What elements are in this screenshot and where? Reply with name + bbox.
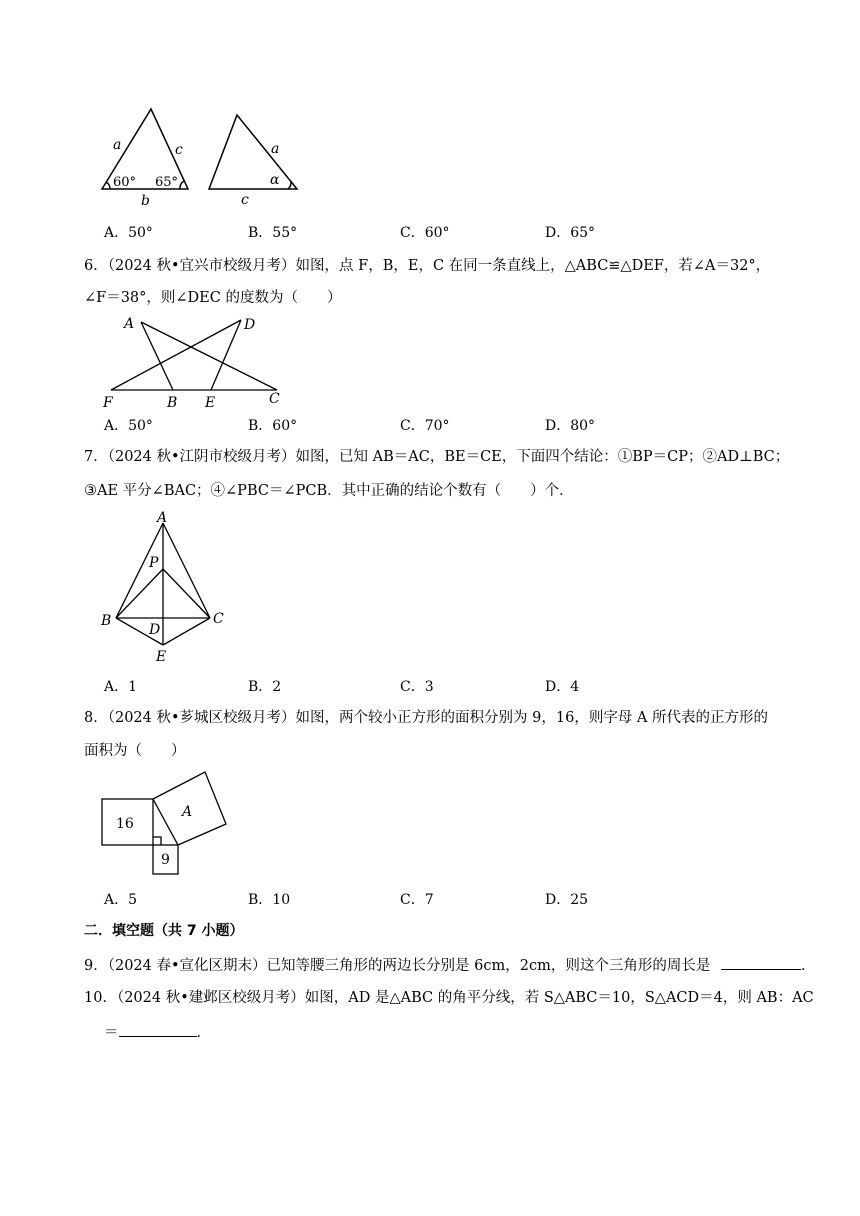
- q8-stem-line2: 面积为（ ）: [84, 743, 186, 759]
- q6-label-F: F: [103, 395, 113, 411]
- q7-label-D: D: [149, 622, 161, 638]
- q8-figure: [95, 765, 235, 880]
- q8-option-c[interactable]: C．7: [400, 892, 434, 908]
- q6-option-c[interactable]: C．70°: [400, 418, 450, 434]
- q7-stem-line1: 7．（2024 秋•江阴市校级月考）如图，已知 AB＝AC，BE＝CE，下面四个结论：①BP＝CP；②AD⊥BC；: [84, 449, 790, 465]
- q8-stem-line1: 8．（2024 秋•芗城区校级月考）如图，两个较小正方形的面积分别为 9，16，则字母 A 所代表的正方形的: [84, 710, 769, 726]
- q5-label-c: c: [175, 142, 183, 158]
- q9-end: ．: [800, 958, 816, 974]
- q7-label-B: B: [101, 613, 112, 629]
- q7-label-E: E: [156, 649, 167, 665]
- q9-text: 9．（2024 春•宣化区期末）已知等腰三角形的两边长分别是 6cm，2cm，则这个三角形的周长是: [84, 958, 711, 974]
- q5-label-alpha: α: [270, 172, 280, 188]
- q6-label-E: E: [205, 395, 216, 411]
- q8-option-b[interactable]: B．10: [248, 892, 291, 908]
- q5-label-b: b: [141, 193, 150, 209]
- q5-label-a2: a: [271, 141, 280, 157]
- q6-label-C: C: [269, 391, 280, 407]
- q10-end: ．: [196, 1025, 211, 1041]
- q6-label-B: B: [167, 395, 178, 411]
- q7-label-C: C: [213, 611, 224, 627]
- q7-option-c[interactable]: C．3: [400, 679, 434, 695]
- q7-figure: [95, 505, 245, 670]
- q10-stem-line2: [104, 1022, 211, 1043]
- q6-option-b[interactable]: B．60°: [248, 418, 298, 434]
- q5-option-d[interactable]: D．65°: [545, 225, 596, 241]
- q8-label-A: A: [182, 804, 193, 820]
- q6-option-d[interactable]: D．80°: [545, 418, 596, 434]
- q9-stem: [84, 955, 815, 976]
- q5-label-c2: c: [241, 192, 249, 208]
- q5-option-b[interactable]: B．55°: [248, 225, 298, 241]
- q10-stem-line1: 10．（2024 秋•建邺区校级月考）如图，AD 是△ABC 的角平分线，若 S△ABC＝10，S△ACD＝4，则 AB：AC: [84, 990, 814, 1006]
- q7-option-b[interactable]: B．2: [248, 679, 282, 695]
- q6-label-D: D: [244, 317, 256, 333]
- q5-angle-65: 65°: [155, 175, 179, 190]
- q6-option-a[interactable]: A．50°: [104, 418, 153, 434]
- q5-angle-60: 60°: [113, 175, 137, 190]
- section-title-fill-in: 二．填空题（共 7 小题）: [84, 923, 244, 939]
- q6-label-A: A: [124, 316, 135, 332]
- q8-option-d[interactable]: D．25: [545, 892, 589, 908]
- q7-option-a[interactable]: A．1: [104, 679, 138, 695]
- q5-option-a[interactable]: A．50°: [104, 225, 153, 241]
- q8-option-a[interactable]: A．5: [104, 892, 138, 908]
- q5-figure: [95, 100, 310, 210]
- q7-option-d[interactable]: D．4: [545, 679, 580, 695]
- q6-figure: [95, 312, 295, 412]
- q5-option-c[interactable]: C．60°: [400, 225, 450, 241]
- q5-label-a: a: [113, 137, 122, 153]
- q9-answer-blank[interactable]: [721, 955, 801, 970]
- q8-label-9: 9: [161, 852, 170, 868]
- q7-stem-line2: ③AE 平分∠BAC；④∠PBC＝∠PCB．其中正确的结论个数有（ ）个．: [84, 483, 574, 499]
- q7-label-P: P: [149, 555, 159, 571]
- q10-prefix: ＝: [104, 1025, 119, 1041]
- q6-stem-line2: ∠F＝38°，则∠DEC 的度数为（ ）: [84, 290, 342, 306]
- q8-label-16: 16: [116, 816, 134, 832]
- q7-label-A: A: [157, 510, 168, 526]
- q6-stem-line1: 6．（2024 秋•宜兴市校级月考）如图，点 F，B，E，C 在同一条直线上，△ABC≌△DEF，若∠A＝32°，: [84, 258, 771, 274]
- q10-answer-blank[interactable]: [119, 1022, 197, 1037]
